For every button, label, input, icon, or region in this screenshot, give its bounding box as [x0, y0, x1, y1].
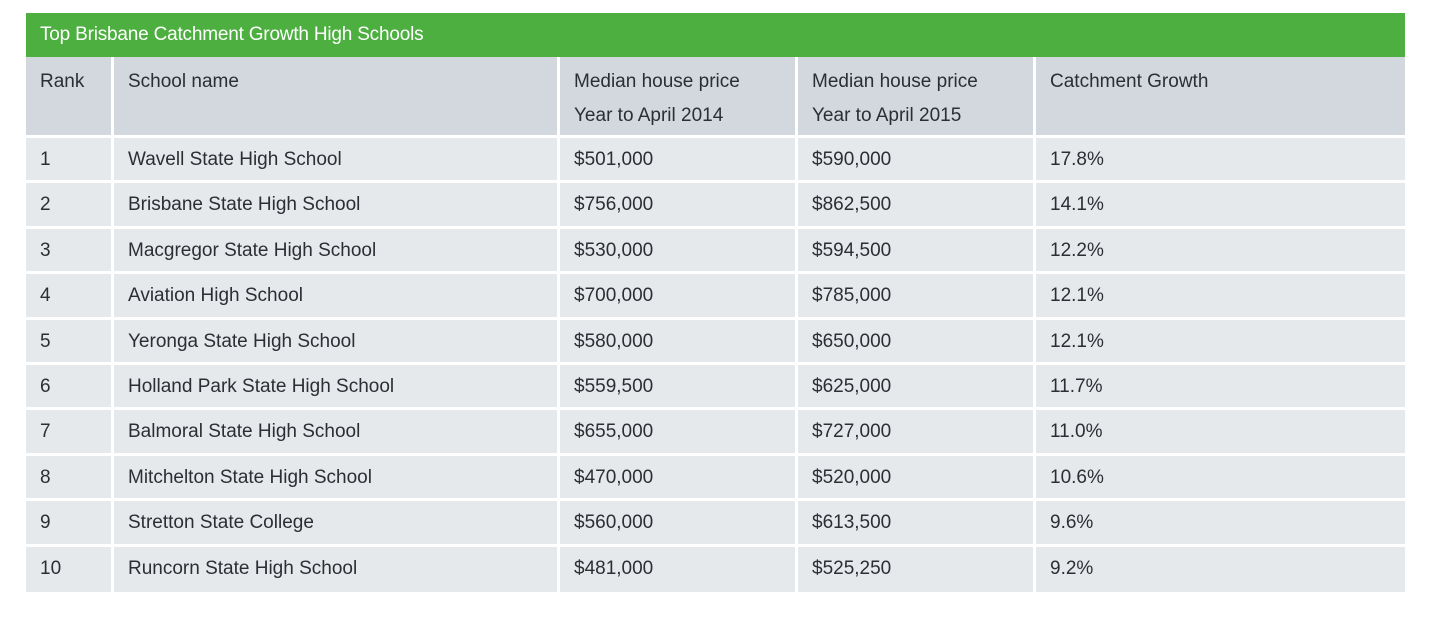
cell-rank: 6	[26, 365, 114, 410]
table-row	[26, 547, 1405, 592]
cell-price-2015: $862,500	[798, 183, 1036, 228]
table-row	[26, 410, 1405, 455]
cell-price-2015: $613,500	[798, 501, 1036, 546]
cell-catchment-growth: 11.0%	[1036, 410, 1405, 455]
column-header-growth-label: Catchment Growth	[1050, 71, 1209, 92]
table-header	[26, 57, 1405, 138]
cell-price-2014: $559,500	[560, 365, 798, 410]
cell-price-2015: $590,000	[798, 138, 1036, 183]
cell-rank: 7	[26, 410, 114, 455]
table-row	[26, 274, 1405, 319]
cell-rank: 9	[26, 501, 114, 546]
cell-price-2014: $655,000	[560, 410, 798, 455]
column-header-rank-label: Rank	[40, 71, 85, 92]
column-header-price-2014-line1: Median house price	[574, 71, 740, 92]
cell-school-name: Stretton State College	[114, 501, 560, 546]
cell-rank: 4	[26, 274, 114, 319]
table-title: Top Brisbane Catchment Growth High Schools	[26, 13, 1405, 57]
cell-school-name: Yeronga State High School	[114, 320, 560, 365]
column-header-price-2014	[560, 57, 798, 138]
table-row	[26, 320, 1405, 365]
cell-school-name: Wavell State High School	[114, 138, 560, 183]
cell-price-2015: $525,250	[798, 547, 1036, 592]
cell-price-2014: $560,000	[560, 501, 798, 546]
data-table	[26, 57, 1405, 592]
cell-price-2014: $756,000	[560, 183, 798, 228]
header-row	[26, 57, 1405, 138]
column-header-growth	[1036, 57, 1405, 138]
cell-price-2014: $501,000	[560, 138, 798, 183]
cell-rank: 10	[26, 547, 114, 592]
column-header-price-2015-line1: Median house price	[812, 71, 978, 92]
cell-price-2014: $580,000	[560, 320, 798, 365]
cell-catchment-growth: 17.8%	[1036, 138, 1405, 183]
cell-price-2015: $594,500	[798, 229, 1036, 274]
cell-price-2014: $530,000	[560, 229, 798, 274]
table-row	[26, 365, 1405, 410]
column-header-price-2014-line2: Year to April 2014	[574, 105, 724, 126]
column-header-school-label: School name	[128, 71, 239, 92]
cell-rank: 3	[26, 229, 114, 274]
cell-price-2014: $470,000	[560, 456, 798, 501]
cell-catchment-growth: 12.2%	[1036, 229, 1405, 274]
cell-catchment-growth: 9.2%	[1036, 547, 1405, 592]
catchment-growth-table	[26, 13, 1405, 592]
cell-school-name: Brisbane State High School	[114, 183, 560, 228]
cell-school-name: Holland Park State High School	[114, 365, 560, 410]
cell-school-name: Macgregor State High School	[114, 229, 560, 274]
column-header-price-2015-line2: Year to April 2015	[812, 105, 962, 126]
cell-school-name: Balmoral State High School	[114, 410, 560, 455]
cell-rank: 5	[26, 320, 114, 365]
cell-catchment-growth: 12.1%	[1036, 274, 1405, 319]
table-row	[26, 138, 1405, 183]
cell-catchment-growth: 11.7%	[1036, 365, 1405, 410]
cell-price-2015: $625,000	[798, 365, 1036, 410]
column-header-price-2015	[798, 57, 1036, 138]
cell-price-2015: $650,000	[798, 320, 1036, 365]
cell-price-2014: $700,000	[560, 274, 798, 319]
cell-rank: 1	[26, 138, 114, 183]
cell-school-name: Mitchelton State High School	[114, 456, 560, 501]
cell-price-2015: $520,000	[798, 456, 1036, 501]
column-header-school	[114, 57, 560, 138]
table-row	[26, 501, 1405, 546]
cell-catchment-growth: 10.6%	[1036, 456, 1405, 501]
cell-price-2014: $481,000	[560, 547, 798, 592]
cell-rank: 2	[26, 183, 114, 228]
cell-catchment-growth: 9.6%	[1036, 501, 1405, 546]
table-row	[26, 229, 1405, 274]
cell-price-2015: $785,000	[798, 274, 1036, 319]
cell-school-name: Runcorn State High School	[114, 547, 560, 592]
table-row	[26, 456, 1405, 501]
cell-catchment-growth: 12.1%	[1036, 320, 1405, 365]
cell-school-name: Aviation High School	[114, 274, 560, 319]
column-header-rank	[26, 57, 114, 138]
cell-rank: 8	[26, 456, 114, 501]
table-body	[26, 138, 1405, 592]
cell-price-2015: $727,000	[798, 410, 1036, 455]
table-row	[26, 183, 1405, 228]
cell-catchment-growth: 14.1%	[1036, 183, 1405, 228]
